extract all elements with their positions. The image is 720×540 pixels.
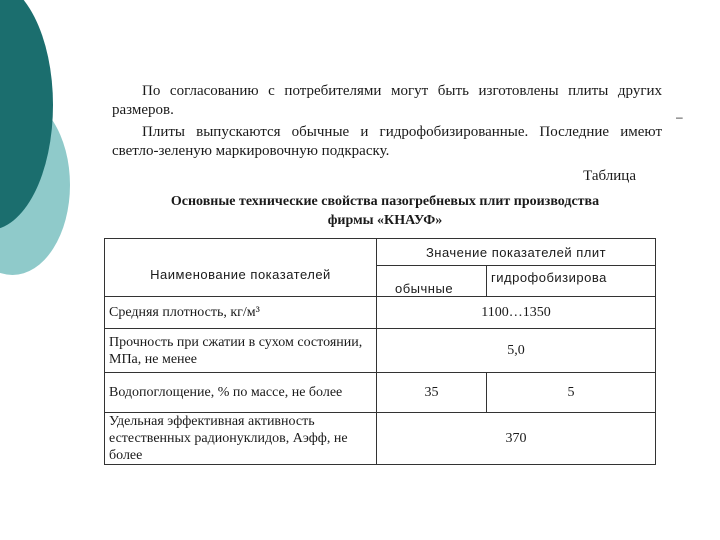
row-value-hydro: 5 bbox=[487, 373, 656, 413]
properties-table bbox=[104, 238, 656, 465]
decorative-dash: – bbox=[676, 110, 683, 124]
header-name: Наименование показателей bbox=[105, 239, 377, 297]
row-value-regular: 35 bbox=[377, 373, 487, 413]
table-title-line-1: Основные технические свойства пазогребневых плит производства bbox=[170, 194, 600, 209]
row-name: Прочность при сжатии в сухом состоянии, МПа, не менее bbox=[105, 329, 377, 373]
table-row bbox=[105, 413, 656, 465]
table-title bbox=[135, 192, 635, 230]
row-name: Средняя плотность, кг/м³ bbox=[105, 297, 377, 329]
row-value: 370 bbox=[377, 413, 656, 465]
header-hydro: гидрофобизирова bbox=[487, 266, 656, 297]
row-name: Удельная эффективная активность естественных радионуклидов, Аэфф, не более bbox=[105, 413, 377, 465]
table-row bbox=[105, 297, 656, 329]
table-row bbox=[105, 373, 656, 413]
table-label: Таблица bbox=[583, 168, 636, 184]
table-header-row bbox=[105, 239, 656, 266]
paragraph-sizes: По согласованию с потребителями могут быть изготовлены плиты других размеров. bbox=[112, 83, 662, 118]
header-values: Значение показателей плит bbox=[377, 239, 656, 266]
table-title-line-2: фирмы «КНАУФ» bbox=[327, 213, 443, 228]
row-value: 1100…1350 bbox=[377, 297, 656, 329]
header-regular: обычные bbox=[377, 266, 487, 297]
paragraph-types: Плиты выпускаются обычные и гидрофобизированные. Последние имеют светло-зеленую маркировочную подкраску. bbox=[112, 124, 662, 159]
table-row bbox=[105, 329, 656, 373]
row-name: Водопоглощение, % по массе, не более bbox=[105, 373, 377, 413]
row-value: 5,0 bbox=[377, 329, 656, 373]
